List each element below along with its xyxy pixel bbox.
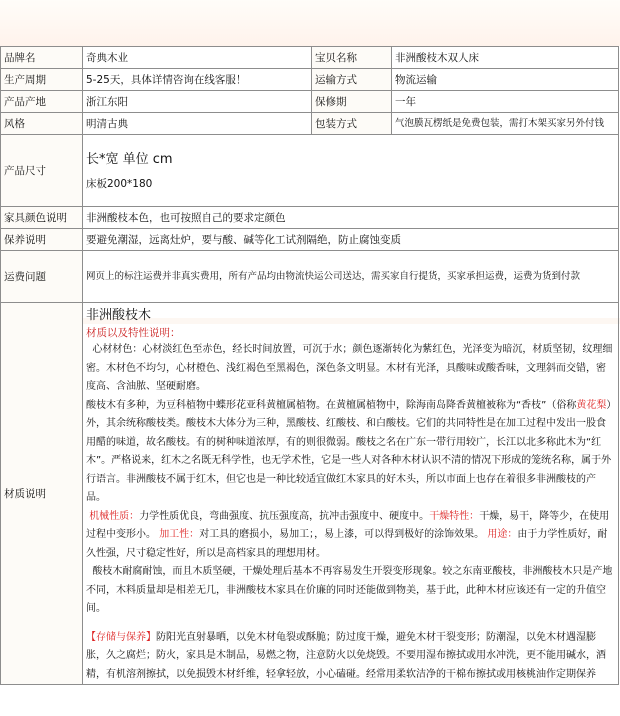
warranty-label: 保修期 (312, 91, 392, 113)
row-size (1, 135, 619, 207)
freight-value: 网页上的标注运费并非真实费用，所有产品均由物流快运公司送达，需买家自行提货，买家承担运费，运费为货到付款 (83, 251, 619, 303)
product-name-label: 宝贝名称 (312, 47, 392, 69)
shipping-value: 物流运输 (392, 69, 619, 91)
warranty-value: 一年 (392, 91, 619, 113)
cycle-value: 5-25天，具体详情咨询在线客服！ (83, 69, 312, 91)
huanghuali-highlight: 黄花梨 (576, 399, 607, 411)
brand-value: 奇典木业 (83, 47, 312, 69)
size-bed-line: 床板200*180 (86, 177, 153, 190)
row-style (1, 113, 619, 135)
material-title: 非洲酸枝木 (86, 308, 152, 323)
material-label: 材质说明 (1, 303, 83, 685)
material-subtitle: 材质以及特性说明： (86, 327, 181, 339)
size-value (83, 135, 619, 207)
material-species-para: 酸枝木有多种，为豆科植物中蝶形花亚科黄檀属植物。在黄檀属植物中，除海南岛降香黄檀被称为“香枝”（俗称黄花梨）外，其余统称酸枝类。酸枝木大体分为三种，黑酸枝、红酸枝、和白酸枝。它们的共同特性是在加工过程中发出一股食用醋的味道，故名酸枝。有的树种味道浓厚，有的则很微弱。酸枝之名在广东一带行用较广，长江以北多称此木为“红木”。严格说来，红木之名既无科学性，也无学术性，它是一些人对各种木材认识不清的情况下形成的笼统名称，属于外行语言。非洲酸枝不属于红木，但它也是一种比较适宜做红木家具的好木头，所以市面上也存在着很多非洲酸枝的产品。 (86, 399, 612, 503)
row-origin (1, 91, 619, 113)
shipping-label: 运输方式 (312, 69, 392, 91)
packaging-value: 气泡膜瓦楞纸是免费包装，需打木架买家另外付钱 (392, 113, 619, 135)
row-freight (1, 251, 619, 303)
material-value-para: 酸枝木耐腐耐蚀，而且木质坚硬，干燥处理后基本不再容易发生开裂变形现象。较之东南亚酸枝，非洲酸枝木只是产地不同，木料质量却是相差无几，非洲酸枝木家具在价廉的同时还能做到物美，基于此，此种木材应该还有一定的升值空间。 (86, 566, 613, 614)
size-unit-line: 长*宽 单位 cm (86, 151, 173, 167)
header-band (0, 0, 620, 46)
origin-label: 产品产地 (1, 91, 83, 113)
freight-label: 运费问题 (1, 251, 83, 303)
material-properties-para: 机械性质：力学性质优良，弯曲强度、抗压强度高，抗冲击强度中、硬度中。干燥特性：干燥，易干，降等少，在使用过程中变形小。 加工性：对工具的磨损小，易加工；，易上漆，可以得到极好的涂饰效果。 用途：由于力学性质好，耐久性强，尺寸稳定性好，所以是高档家具的理想用材。 (86, 510, 610, 559)
cycle-label: 生产周期 (1, 69, 83, 91)
origin-value: 浙江东阳 (83, 91, 312, 113)
style-label: 风格 (1, 113, 83, 135)
row-material (1, 303, 619, 685)
material-storage-para: 【存储与保养】防阳光直射暴晒，以免木材龟裂或酥脆；防过度干燥，避免木材干裂变形；防潮湿，以免木材遇湿膨胀，久之腐烂；防火，家具是木制品，易燃之物，注意防火以免烧毁。不要用湿布擦拭或用水冲洗，更不能用碱水，酒精，有机溶剂擦拭，以免损毁木材纤维，轻拿轻放，小心磕碰。经常用柔软洁净的干棉布擦拭或用核桃油作定期保养 (86, 631, 606, 680)
size-label: 产品尺寸 (1, 135, 83, 207)
row-care (1, 229, 619, 251)
material-value (83, 303, 619, 685)
packaging-label: 包装方式 (312, 113, 392, 135)
brand-label: 品牌名 (1, 47, 83, 69)
row-color (1, 207, 619, 229)
product-name-value: 非洲酸枝木双人床 (392, 47, 619, 69)
color-label: 家具颜色说明 (1, 207, 83, 229)
care-label: 保养说明 (1, 229, 83, 251)
care-value: 要避免潮湿，远离灶炉，要与酸、碱等化工试剂隔绝，防止腐蚀变质 (83, 229, 619, 251)
row-brand (1, 47, 619, 69)
material-heartwood-para: 心材材色：心材淡红色至赤色，经长时间放置，可沉于水；颜色逐渐转化为紫红色，光泽变为暗沉，材质坚韧，纹理细密。木材色不均匀，心材橙色、浅红褐色至黑褐色，深色条文明显。木材有光泽，具酸味或酸香味，文理斜而交错，密度高、含油脓、坚硬耐磨。 (86, 344, 613, 392)
row-cycle (1, 69, 619, 91)
style-value: 明清古典 (83, 113, 312, 135)
color-value: 非洲酸枝本色，也可按照自己的要求定颜色 (83, 207, 619, 229)
spec-table (0, 46, 619, 685)
